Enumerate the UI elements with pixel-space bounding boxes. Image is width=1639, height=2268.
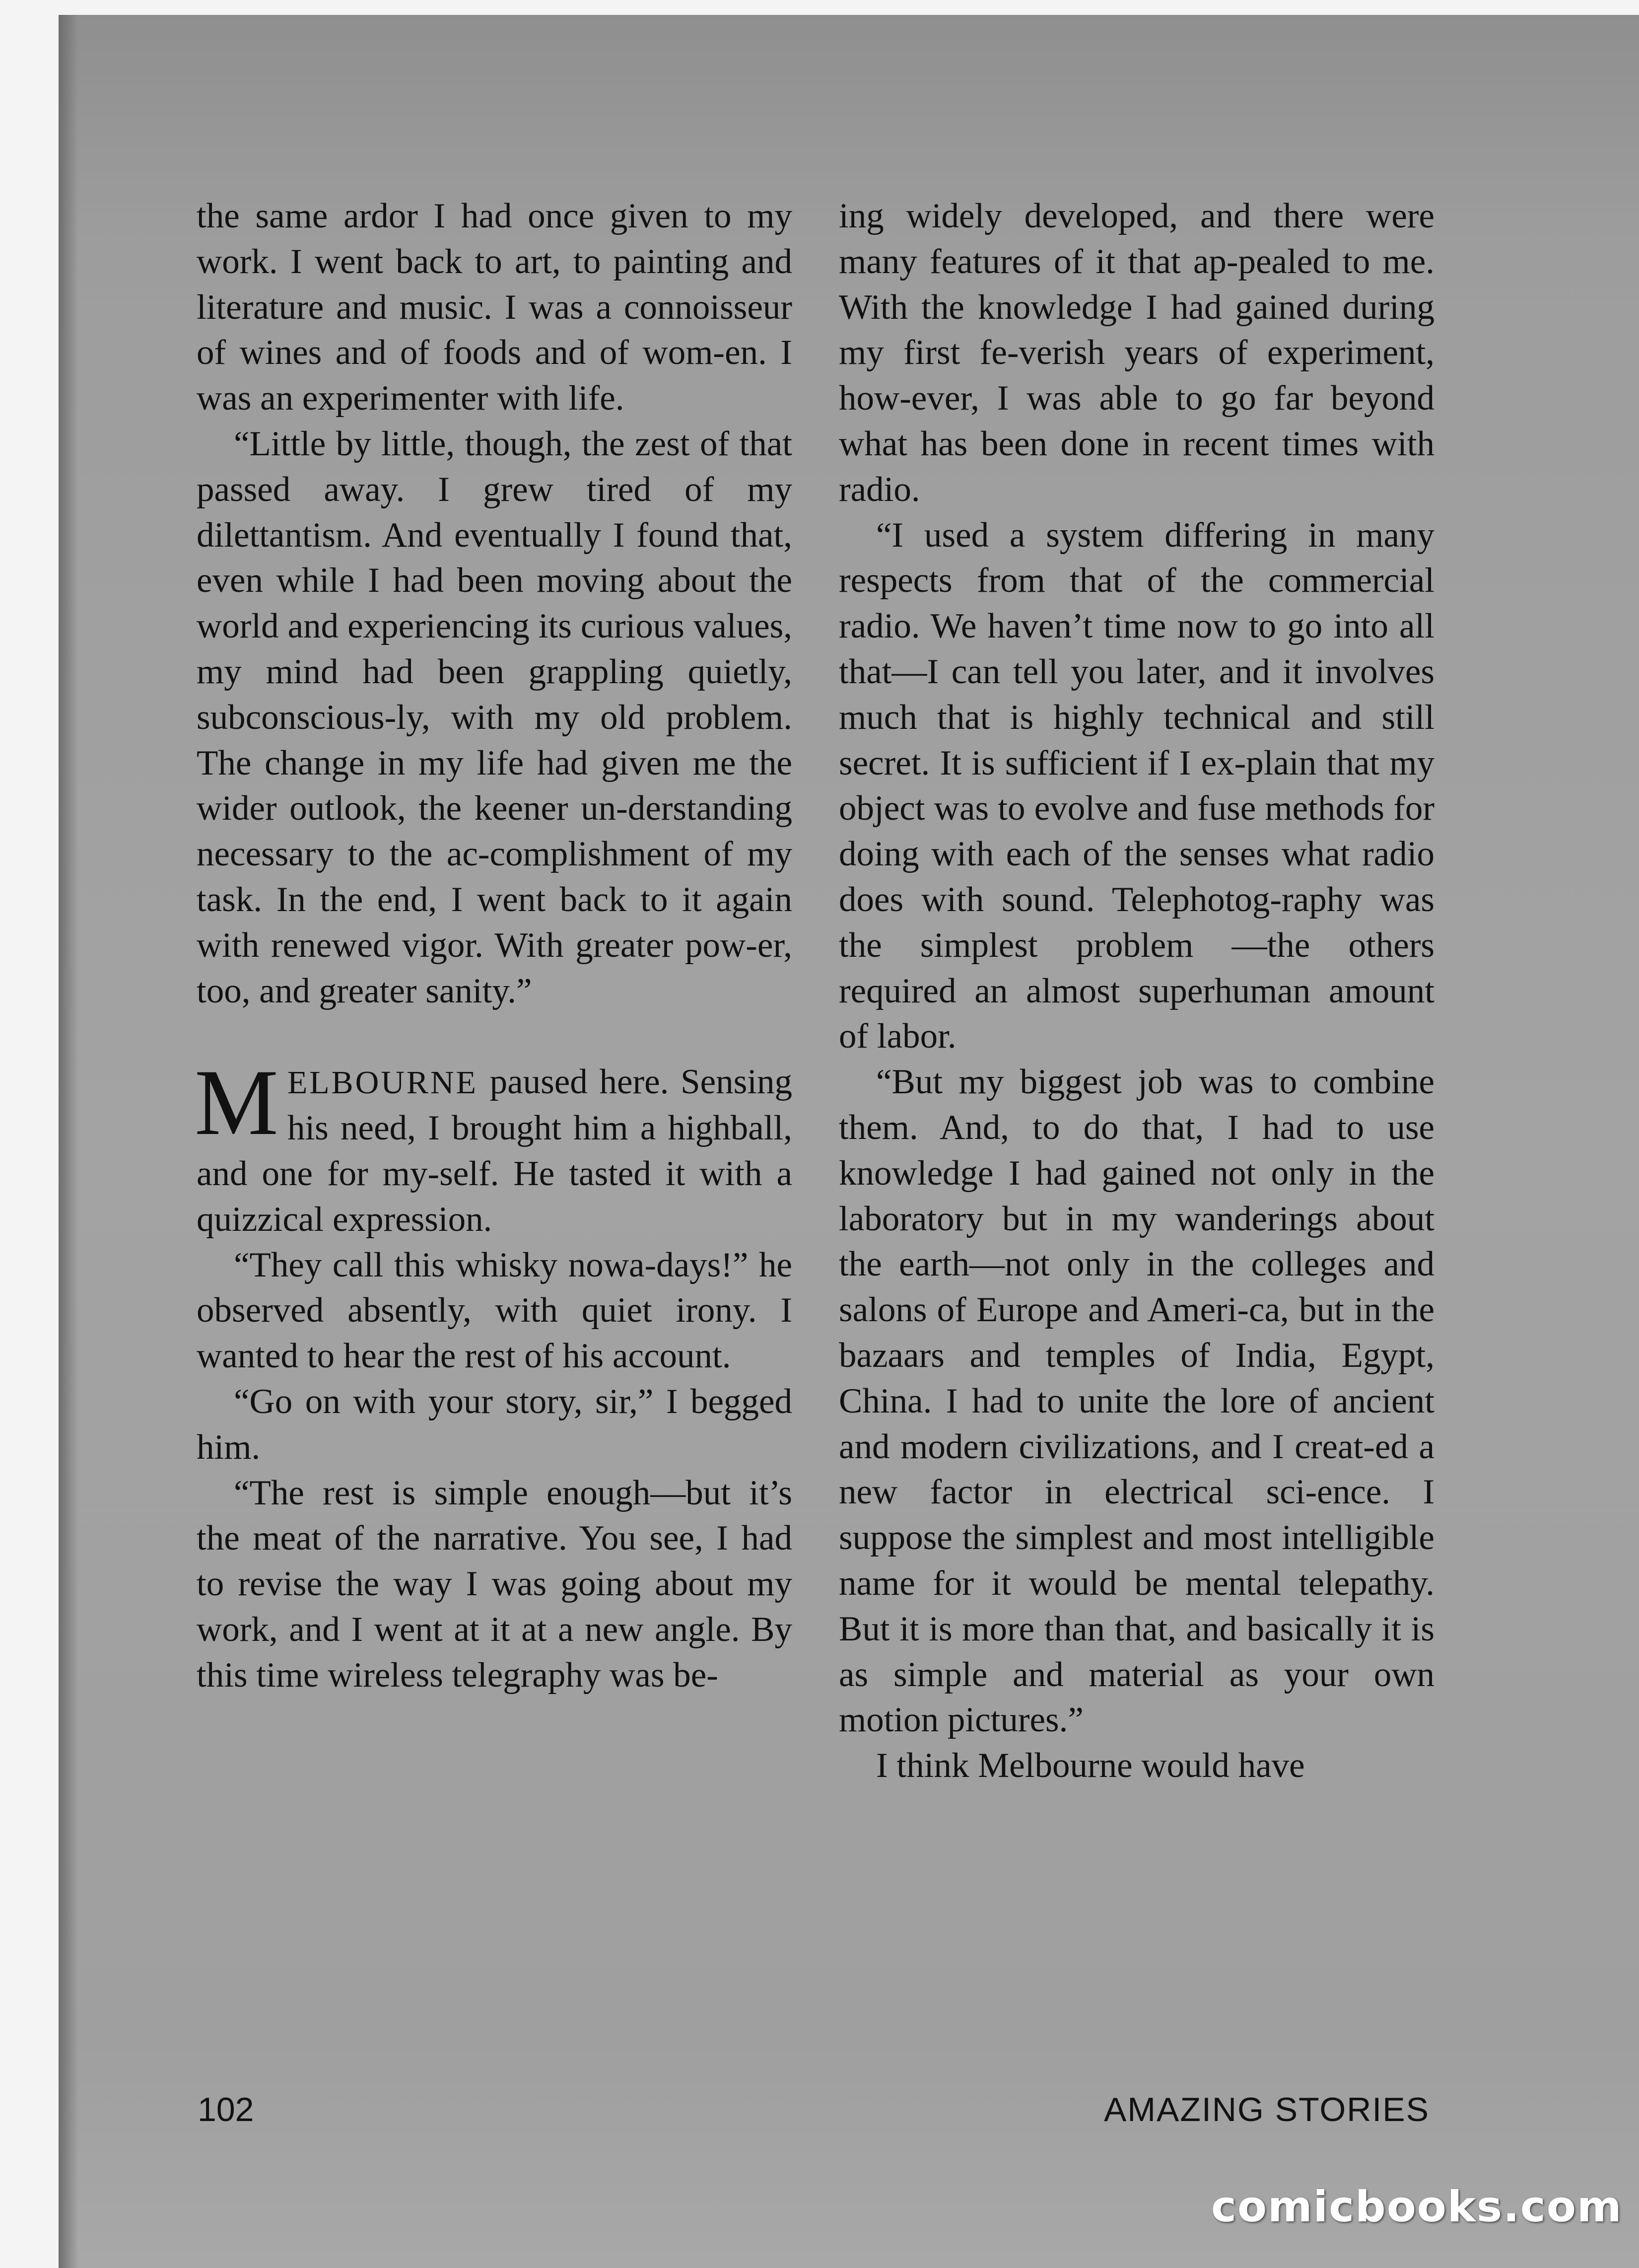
magazine-title: AMAZING STORIES xyxy=(1104,2091,1430,2128)
paragraph: “But my biggest job was to combine them. And, to do that, I had to use knowledge I had gained not only in the laboratory but in my wanderings about the earth—not only in the colleges and salons of Europe and Ameri-ca, but in the bazaars and temples of India, Egypt, China. I had to unite the lore of ancient and modern civilizations, and I creat-ed a new factor in electrical sci-ence. I suppose the simplest and most intelligible name for it would be mental telepathy. But it is more than that, and basically it is as simple and material as your own motion pictures.” xyxy=(839,1063,1434,1740)
watermark: comicbooks.com xyxy=(1211,2182,1623,2232)
paragraph-text: paused here. Sensing his need, I brought him a highball, and one for my-self. He tasted it with a quizzical expression. xyxy=(197,1063,792,1239)
left-column xyxy=(197,194,792,1699)
paragraph: “Little by little, though, the zest of that passed away. I grew tired of my dilettantism. And eventually I found that, even while I had been moving about the world and experiencing its curious values, my mind had been grappling quietly, subconscious-ly, with my old problem. The change in my life had given me the wider outlook, the keener un-derstanding necessary to the ac-complishment of my task. In the end, I went back to it again with renewed vigor. With greater pow-er, too, and greater sanity.” xyxy=(197,424,792,1010)
paragraph: the same ardor I had once given to my work. I went back to art, to painting and literature and music. I was a connoisseur of wines and of foods and of wom-en. I was an experimenter with life. xyxy=(197,197,792,418)
paragraph: “I used a system differing in many respects from that of the commercial radio. We haven’t time now to go into all that—I can tell you later, and it involves much that is highly technical and still secret. It is sufficient if I ex-plain that my object was to evolve and fuse methods for doing with each of the senses what radio does with sound. Telephotog-raphy was the simplest problem —the others required an almost superhuman amount of labor. xyxy=(839,515,1434,1056)
paragraph: “Go on with your story, sir,” I begged him. xyxy=(197,1382,792,1467)
small-caps-name: ELBOURNE xyxy=(287,1064,478,1101)
paragraph: “They call this whisky nowa-days!” he observed absently, with quiet irony. I wanted to hear the rest of his account. xyxy=(197,1245,792,1376)
paragraph: ing widely developed, and there were many features of it that ap-pealed to me. With the knowledge I had gained during my first fe-verish years of experiment, how-ever, I was able to go far beyond what has been done in recent times with radio. xyxy=(839,197,1434,509)
drop-cap: M xyxy=(195,1051,278,1155)
page-edge-shadow xyxy=(59,15,78,2268)
right-column xyxy=(839,194,1434,1789)
page-number: 102 xyxy=(198,2091,254,2128)
paragraph: I think Melbourne would have xyxy=(876,1746,1305,1785)
paragraph: “The rest is simple enough—but it’s the meat of the narrative. You see, I had to revise the way I was going about my work, and I went at it at a new angle. By this time wireless telegraphy was be- xyxy=(197,1473,792,1695)
section-paragraph xyxy=(195,1051,792,1242)
